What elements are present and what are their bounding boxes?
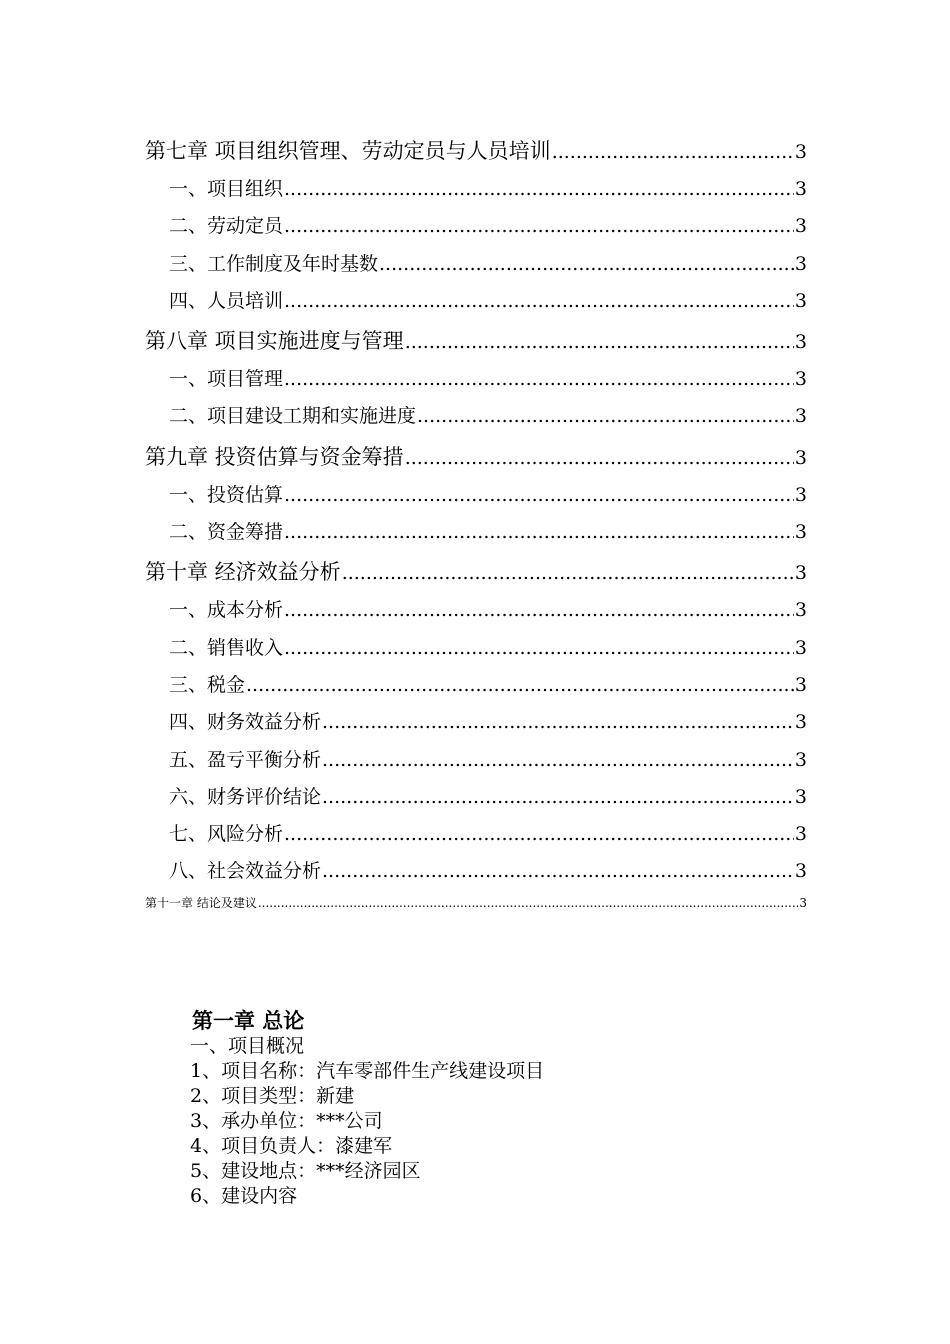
toc-entry-section[interactable]	[145, 398, 807, 435]
toc-entry-label: 一、项目管理	[169, 368, 284, 391]
toc-entry-section[interactable]	[145, 208, 807, 245]
toc-dot-leader	[417, 398, 794, 435]
toc-entry-label: 一、项目组织	[169, 178, 284, 200]
toc-entry-label: 三、工作制度及年时基数	[169, 252, 379, 275]
toc-entry-chapter[interactable]	[145, 131, 807, 171]
toc-entry-label: 一、成本分析	[169, 599, 284, 622]
toc-entry-section[interactable]	[145, 592, 807, 629]
toc-entry-page: 3	[794, 785, 807, 808]
body-line: 5、建设地点：***经济园区	[190, 1160, 421, 1182]
toc-entry-page: 3	[794, 562, 807, 585]
toc-entry-label: 第七章 项目组织管理、劳动定员与人员培训	[145, 139, 551, 163]
toc-entry-page: 3	[794, 215, 807, 238]
toc-entry-chapter[interactable]	[145, 552, 807, 592]
body-line: 4、项目负责人：漆建军	[190, 1135, 393, 1157]
toc-entry-page: 3	[799, 895, 807, 910]
chapter-body	[190, 1008, 544, 1209]
toc-entry-section[interactable]	[145, 630, 807, 667]
toc-dot-leader	[284, 283, 794, 320]
body-line: 一、项目概况	[190, 1035, 305, 1057]
toc-dot-leader	[322, 742, 794, 779]
toc-entry-section[interactable]	[145, 514, 807, 551]
toc-entry-section[interactable]	[145, 246, 807, 283]
toc-entry-section[interactable]	[145, 742, 807, 779]
toc-entry-label: 第十一章 结论及建议	[145, 895, 257, 910]
toc-entry-section[interactable]	[145, 361, 807, 398]
toc-entry-label: 三、税金	[169, 673, 246, 696]
toc-entry-page: 3	[794, 331, 807, 354]
chapter-title: 第一章 总论	[192, 1009, 305, 1033]
toc-entry-label: 四、人员培训	[169, 289, 284, 312]
toc-entry-section[interactable]	[145, 704, 807, 741]
toc-entry-page: 3	[794, 368, 807, 391]
toc-entry-page: 3	[794, 860, 807, 883]
toc-dot-leader	[284, 592, 794, 629]
toc-dot-leader	[322, 779, 794, 816]
toc-entry-section[interactable]	[145, 171, 807, 208]
toc-entry-page: 3	[794, 178, 807, 200]
toc-dot-leader	[284, 514, 794, 551]
toc-entry-chapter[interactable]	[145, 437, 807, 477]
toc-entry-chapter[interactable]	[145, 321, 807, 361]
toc-entry-label: 四、财务效益分析	[169, 711, 322, 734]
toc-dot-leader	[258, 891, 799, 915]
table-of-contents	[145, 130, 807, 915]
toc-entry-page: 3	[794, 521, 807, 544]
toc-dot-leader	[322, 853, 794, 890]
toc-entry-page: 3	[794, 636, 807, 659]
toc-entry-page: 3	[794, 748, 807, 771]
toc-dot-leader	[284, 361, 794, 398]
toc-entry-page: 3	[794, 141, 807, 163]
toc-entry-label: 五、盈亏平衡分析	[169, 748, 322, 771]
body-line: 6、建设内容	[190, 1185, 298, 1207]
body-line: 1、项目名称：汽车零部件生产线建设项目	[190, 1060, 545, 1082]
toc-entry-label: 第十章 经济效益分析	[145, 560, 341, 585]
body-lines	[190, 1034, 544, 1209]
toc-dot-leader	[246, 667, 794, 704]
toc-entry-small[interactable]	[145, 891, 807, 915]
toc-entry-page: 3	[794, 446, 807, 469]
toc-dot-leader	[284, 171, 794, 208]
toc-entry-label: 第八章 项目实施进度与管理	[145, 329, 404, 354]
toc-dot-leader	[552, 132, 794, 171]
toc-entry-section[interactable]	[145, 477, 807, 514]
toc-dot-leader	[405, 438, 794, 477]
toc-entry-page: 3	[794, 673, 807, 696]
toc-dot-leader	[342, 553, 794, 592]
toc-dot-leader	[322, 704, 794, 741]
toc-entry-section[interactable]	[145, 779, 807, 816]
toc-dot-leader	[379, 246, 794, 283]
toc-entry-label: 二、资金筹措	[169, 521, 284, 544]
toc-entry-label: 第九章 投资估算与资金筹措	[145, 444, 404, 469]
toc-entry-label: 八、社会效益分析	[169, 860, 322, 883]
toc-dot-leader	[284, 477, 794, 514]
toc-entry-label: 六、财务评价结论	[169, 785, 322, 808]
toc-entry-page: 3	[794, 405, 807, 428]
toc-entry-page: 3	[794, 289, 807, 312]
toc-entry-label: 二、销售收入	[169, 636, 284, 659]
toc-entry-section[interactable]	[145, 667, 807, 704]
body-line: 2、项目类型：新建	[190, 1085, 355, 1107]
toc-entry-label: 七、风险分析	[169, 823, 284, 846]
toc-entry-page: 3	[794, 711, 807, 734]
toc-dot-leader	[284, 208, 794, 245]
toc-entry-page: 3	[794, 599, 807, 622]
toc-entry-page: 3	[794, 252, 807, 275]
toc-dot-leader	[284, 816, 794, 853]
toc-entry-label: 二、劳动定员	[169, 215, 284, 238]
toc-dot-leader	[405, 322, 794, 361]
toc-entry-section[interactable]	[145, 816, 807, 853]
toc-entry-page: 3	[794, 483, 807, 506]
toc-entry-page: 3	[794, 823, 807, 846]
toc-entry-label: 一、投资估算	[169, 483, 284, 506]
toc-entry-label: 二、项目建设工期和实施进度	[169, 405, 417, 428]
toc-entry-section[interactable]	[145, 853, 807, 890]
toc-dot-leader	[284, 630, 794, 667]
body-line: 3、承办单位：***公司	[190, 1110, 383, 1132]
toc-entry-section[interactable]	[145, 283, 807, 320]
